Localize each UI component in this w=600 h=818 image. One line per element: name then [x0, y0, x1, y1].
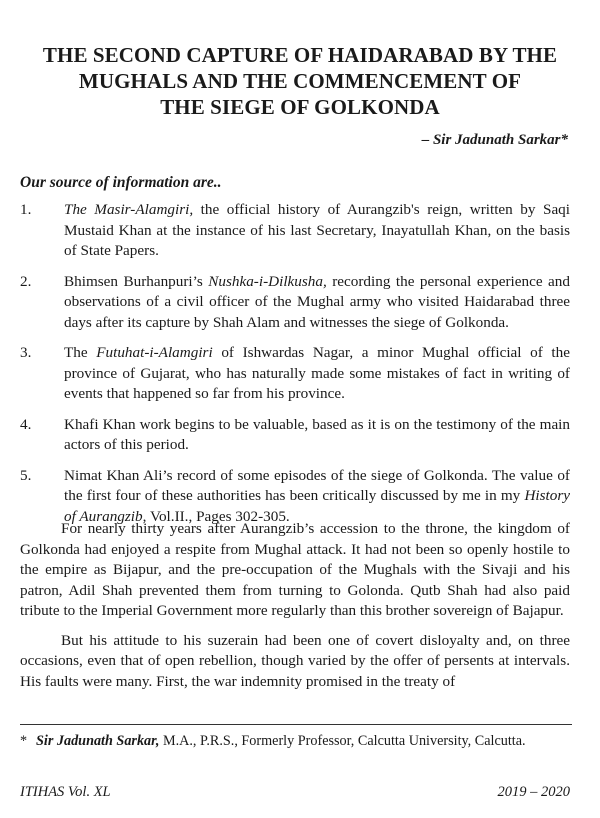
list-text-post: of Ishwardas Nagar, a minor Mughal official of the province of Gujarat, who has naturally made some mistakes of fact in writing of events that happened so far from his province. — [64, 344, 570, 402]
list-text — [64, 200, 570, 262]
author-byline: – Sir Jadunath Sarkar* — [421, 132, 568, 148]
list-item — [20, 200, 570, 262]
list-number: 4. — [20, 415, 32, 433]
list-item — [20, 343, 570, 405]
list-item — [20, 415, 570, 456]
footnote-divider — [20, 724, 572, 725]
list-text — [64, 343, 570, 405]
list-item — [20, 466, 570, 528]
list-item — [20, 272, 570, 334]
title-line-2: MUGHALS AND THE COMMENCEMENT OF — [78, 69, 522, 93]
title-line-1: THE SECOND CAPTURE OF HAIDARABAD BY THE — [42, 43, 558, 67]
body-text — [20, 519, 570, 701]
list-text — [64, 466, 570, 528]
journal-year: 2019 – 2020 — [497, 784, 570, 800]
list-text-pre: Khafi Khan work begins to be valuable, based as it is on the testimony of the main actors of this period. — [64, 415, 570, 453]
list-text-pre: The — [64, 344, 97, 361]
source-title: Nushka-i-Dilkusha, — [208, 272, 327, 290]
footnote-text: M.A., P.R.S., Formerly Professor, Calcutta University, Calcutta. — [159, 733, 526, 749]
list-number: 1. — [20, 201, 32, 218]
list-number: 2. — [20, 272, 32, 290]
journal-volume: ITIHAS Vol. XL — [20, 784, 111, 800]
list-text — [64, 272, 570, 334]
list-text-post: recording the personal experience and observations of a civil officer of the Mughal army who visited Haidarabad three days after its capture by Shah Alam and witnesses the siege of Golkonda. — [64, 272, 570, 331]
list-text-pre: Nimat Khan Ali’s record of some episodes of the siege of Golkonda. The value of the first four of these authorities has been critically discussed by me in my — [64, 466, 570, 504]
sources-heading: Our source of information are.. — [20, 174, 222, 191]
list-number: 5. — [20, 466, 32, 484]
list-text — [64, 415, 570, 456]
body-paragraph: But his attitude to his suzerain had been one of covert disloyalty and, on three occasions, even that of open rebellion, though varied by the offer of persents at intervals. His faults were many. First, the war indemnity promised in the treaty of — [20, 631, 570, 690]
body-paragraph: For nearly thirty years after Aurangzib’s accession to the throne, the kingdom of Golkonda had enjoyed a respite from Mughal attack. It had not been so openly hostile to the empire as Bijapur, and the pre-occupation of the Mughals with the Sivaji and his patron, Adil Shah prevented them from turning to Golonda. Qutb Shah had also paid tribute to the Imperial Government more regularly than this brother sovereign of Bajapur. — [20, 520, 570, 619]
title-line-3: THE SIEGE OF GOLKONDA — [160, 95, 440, 119]
list-text-post: the official history of Aurangzib's reign, written by Saqi Mustaid Khan at the instance of his last Secretary, Inayatullah Khan, on the basis of State Papers. — [64, 201, 570, 259]
article-title — [30, 42, 570, 120]
source-title: The Masir-Alamgiri, — [64, 201, 194, 218]
list-text-post: , Vol.II., Pages 302-305. — [142, 507, 290, 525]
list-text-pre: Bhimsen Burhanpuri’s — [64, 272, 209, 290]
source-title: History of Aurangzib — [64, 487, 570, 525]
source-title: Futuhat-i-Alamgiri — [96, 344, 213, 361]
footnote-name: Sir Jadunath Sarkar, — [36, 733, 160, 749]
list-number: 3. — [20, 344, 32, 361]
footnote-marker: * — [20, 733, 28, 749]
footnote — [20, 733, 580, 750]
sources-list — [20, 200, 570, 537]
